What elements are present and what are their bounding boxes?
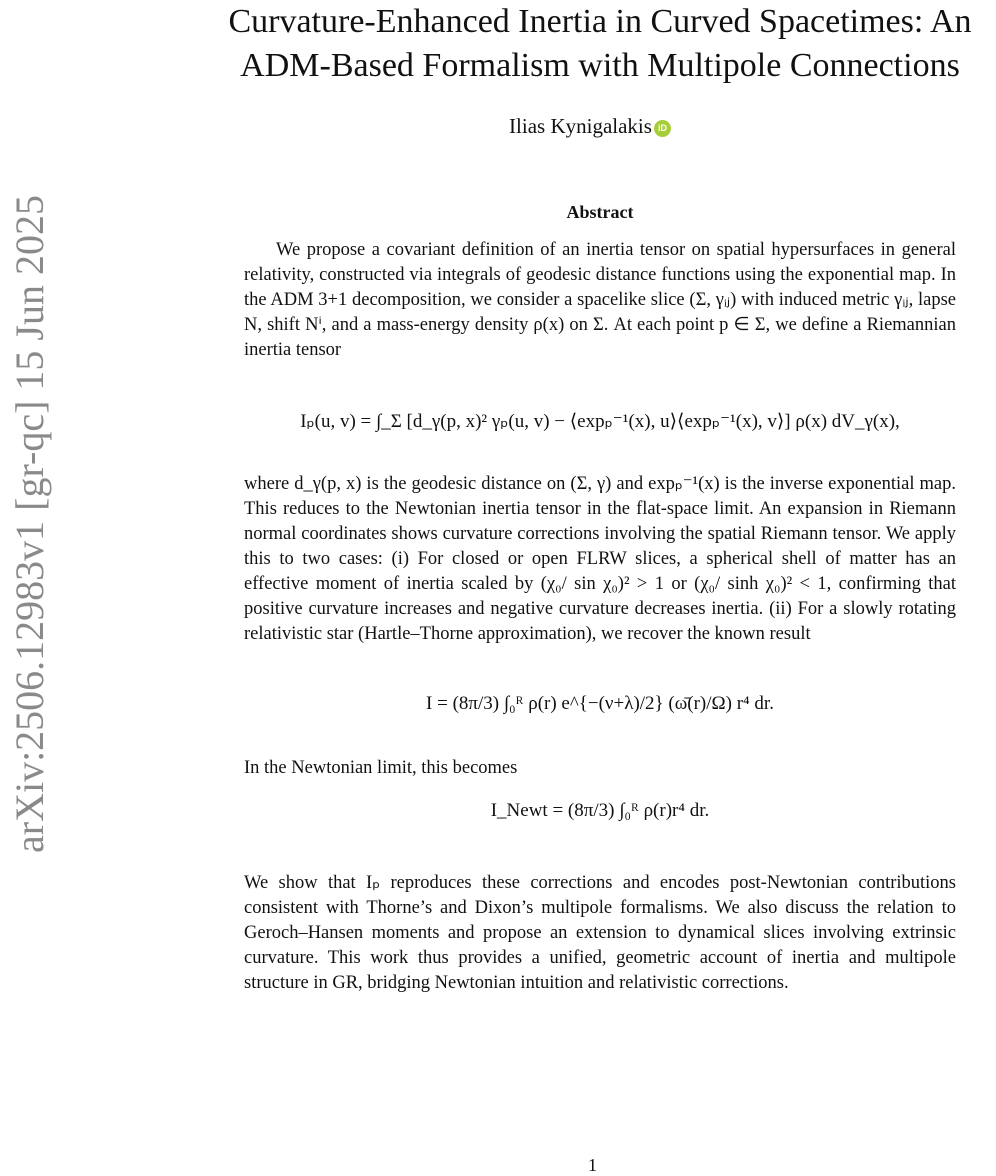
abstract-paragraph-4: We show that Iₚ reproduces these corrections and encodes post-Newtonian contributions consistent with Thorne’s and Dixon’s multipole formalisms. We also discuss the relation to Geroch–Hansen moments and propose an extension to dynamical slices involving extrinsic curvature. This work thus provides a unified, geometric account of inertia and multipole structure in GR, bridging Newtonian intuition and relativistic corrections. [244, 873, 956, 993]
equation-newtonian-limit: I_Newt = (8π/3) ∫₀ᴿ ρ(r)r⁴ dr. [490, 800, 710, 821]
equation-hartle-thorne: I = (8π/3) ∫₀ᴿ ρ(r) e^{−(ν+λ)/2} (ω̄(r)/Ω) r⁴ dr. [426, 693, 774, 714]
abstract-paragraph-1: We propose a covariant definition of an inertia tensor on spatial hypersurfaces in general relativity, constructed via integrals of geodesic distance functions using the exponential map. In the ADM 3+1 decomposition, we consider a spacelike slice (Σ, γᵢⱼ) with induced metric γᵢⱼ, lapse N, shift Nⁱ, and a mass-energy density ρ(x) on Σ. At each point p ∈ Σ, we define a Riemannian inertia tensor [244, 240, 956, 360]
paper-title: Curvature-Enhanced Inertia in Curved Spacetimes: An ADM-Based Formalism with Multipole Connections [228, 3, 972, 84]
page-number: 1 [588, 1155, 597, 1175]
orcid-icon[interactable]: iD [654, 120, 671, 137]
abstract-paragraph-3: In the Newtonian limit, this becomes [244, 758, 518, 778]
author-line [420, 114, 760, 139]
abstract-paragraph-2: where d_γ(p, x) is the geodesic distance on (Σ, γ) and expₚ⁻¹(x) is the inverse exponential map. This reduces to the Newtonian inertia tensor in the flat-space limit. An expansion in Riemann normal coordinates shows curvature corrections involving the spatial Riemann tensor. We apply this to two cases: (i) For closed or open FLRW slices, a spherical shell of matter has an effective moment of inertia scaled by (χ₀/ sin χ₀)² > 1 or (χ₀/ sinh χ₀)² < 1, confirming that positive curvature increases and negative curvature decreases inertia. (ii) For a slowly rotating relativistic star (Hartle–Thorne approximation), we recover the known result [244, 474, 956, 644]
author-name: Ilias Kynigalakis [509, 114, 652, 138]
equation-inertia-tensor: Iₚ(u, v) = ∫_Σ [d_γ(p, x)² γₚ(u, v) − ⟨expₚ⁻¹(x), u⟩⟨expₚ⁻¹(x), v⟩] ρ(x) dV_γ(x), [300, 411, 900, 432]
abstract-heading: Abstract [566, 202, 634, 222]
arxiv-sidebar-stamp: arXiv:2506.12983v1 [gr-qc] 15 Jun 2025 [7, 195, 52, 853]
